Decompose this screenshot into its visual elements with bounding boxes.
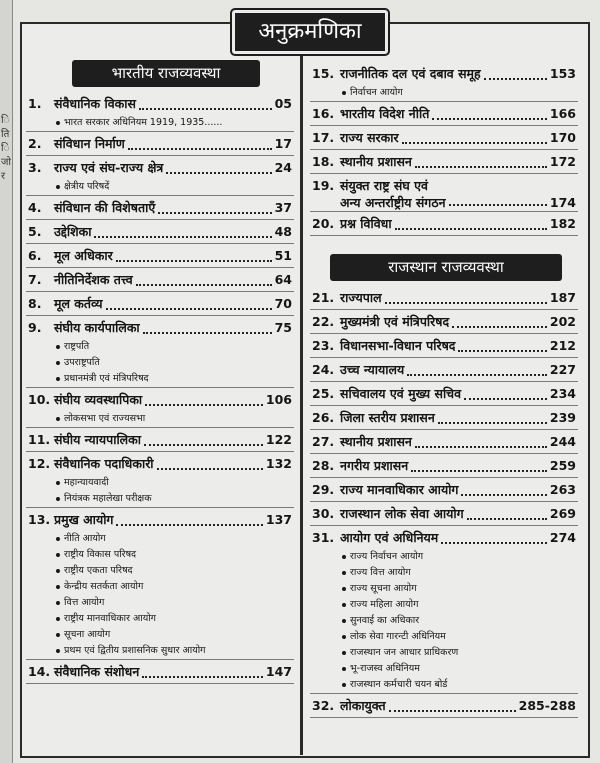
bullet-icon [56, 185, 60, 189]
sub-topic [56, 355, 100, 370]
entry-page-number: 64 [274, 272, 292, 287]
sub-topic-text: लोकसभा एवं राज्यसभा [64, 413, 146, 424]
row-separator [310, 173, 578, 174]
entry-page-number: 212 [549, 338, 576, 353]
entry-page-number: 48 [274, 224, 292, 239]
leader-dots [116, 524, 262, 526]
entry-number: 8. [28, 296, 42, 311]
index-entry [312, 432, 576, 452]
leader-dots [407, 374, 547, 376]
row-separator [310, 309, 578, 310]
entry-page-number: 269 [549, 506, 576, 521]
bullet-icon [56, 417, 60, 421]
entry-number: 12. [28, 456, 51, 471]
bullet-icon [56, 345, 60, 349]
leader-dots [395, 228, 547, 230]
bullet-icon [56, 481, 60, 485]
sub-topic [56, 595, 104, 610]
entry-title: नीतिनिर्देशक तत्त्व [54, 272, 133, 287]
sub-topic-text: भू-राजस्व अधिनियम [350, 663, 420, 674]
entry-page-number: 182 [549, 216, 576, 231]
leader-dots [464, 398, 547, 400]
bullet-icon [342, 571, 346, 575]
bullet-icon [342, 635, 346, 639]
sub-topic [342, 565, 411, 580]
sub-topic-text: निर्वाचन आयोग [350, 87, 403, 98]
entry-number: 1. [28, 96, 42, 111]
row-separator [26, 219, 294, 220]
sub-topic-text: वित्त आयोग [64, 597, 105, 608]
index-entry [28, 222, 292, 242]
row-separator [310, 333, 578, 334]
index-entry [312, 64, 576, 84]
entry-page-number: 137 [265, 512, 292, 527]
entry-title: संविधान की विशेषताएँ [54, 200, 156, 215]
bullet-icon [56, 633, 60, 637]
bullet-icon [56, 361, 60, 365]
sub-topic-text: सुनवाई का अधिकार [350, 615, 420, 626]
entry-number: 22. [312, 314, 335, 329]
index-entry [28, 430, 292, 450]
entry-page-number: 17 [274, 136, 292, 151]
leader-dots [467, 518, 547, 520]
entry-number: 28. [312, 458, 335, 473]
sub-topic [56, 627, 110, 642]
row-separator [26, 243, 294, 244]
sub-topic-text: राज्य महिला आयोग [350, 599, 419, 610]
entry-title: राज्य एवं संघ-राज्य क्षेत्र [54, 160, 164, 175]
bullet-icon [342, 667, 346, 671]
bullet-icon [56, 601, 60, 605]
entry-title-line2: अन्य अन्तर्राष्ट्रीय संगठन [340, 195, 446, 210]
sub-topic-text: राष्ट्रीय विकास परिषद [64, 549, 137, 560]
leader-dots [139, 108, 272, 110]
entry-title: प्रमुख आयोग [54, 512, 114, 527]
leader-dots [415, 166, 547, 168]
leader-dots [452, 326, 547, 328]
bullet-icon [56, 585, 60, 589]
entry-number: 23. [312, 338, 335, 353]
sub-topic [56, 547, 136, 562]
sub-topic [56, 475, 109, 490]
row-separator [26, 195, 294, 196]
bullet-icon [56, 553, 60, 557]
sub-topic-text: प्रधानमंत्री एवं मंत्रिपरिषद [64, 373, 149, 384]
leader-dots [136, 284, 272, 286]
index-entry [28, 94, 292, 114]
entry-page-number: 106 [265, 392, 292, 407]
index-entry [312, 456, 576, 476]
bullet-icon [342, 603, 346, 607]
entry-page-number: 51 [274, 248, 292, 263]
adjacent-page-edge [0, 0, 13, 763]
entry-page-number: 24 [274, 160, 292, 175]
entry-title: राज्य मानवाधिकार आयोग [340, 482, 459, 497]
index-entry [312, 176, 576, 210]
entry-number: 16. [312, 106, 335, 121]
sub-topic [56, 339, 89, 354]
sub-topic-text: नियंत्रक महालेखा परीक्षक [64, 493, 152, 504]
bullet-icon [56, 617, 60, 621]
entry-page-number: 263 [549, 482, 576, 497]
row-separator [310, 525, 578, 526]
sub-topic-text: प्रथम एवं द्वितीय प्रशासनिक सुधार आयोग [64, 645, 206, 656]
entry-number: 30. [312, 506, 335, 521]
entry-number: 10. [28, 392, 51, 407]
sub-topic-text: भारत सरकार अधिनियम 1919, 1935...... [64, 117, 223, 128]
entry-title: मूल अधिकार [54, 248, 113, 263]
entry-title: सचिवालय एवं मुख्य सचिव [340, 386, 462, 401]
sub-topic [56, 643, 206, 658]
leader-dots [385, 302, 547, 304]
sub-topic-text: महान्यायवादी [64, 477, 109, 488]
leader-dots [143, 332, 272, 334]
entry-page-number: 05 [274, 96, 292, 111]
entry-page-number: 227 [549, 362, 576, 377]
sub-topic [342, 661, 420, 676]
leader-dots [116, 260, 272, 262]
entry-number: 20. [312, 216, 335, 231]
sub-topic-text: उपराष्ट्रपति [64, 357, 100, 368]
entry-title: जिला स्तरीय प्रशासन [340, 410, 435, 425]
leader-dots [94, 236, 271, 238]
entry-title: राज्य सरकार [340, 130, 399, 145]
entry-title: विधानसभा-विधान परिषद [340, 338, 456, 353]
row-separator [310, 235, 578, 236]
leader-dots [411, 470, 547, 472]
row-separator [310, 101, 578, 102]
entry-page-number: 166 [549, 106, 576, 121]
row-separator [26, 683, 294, 684]
entry-page-number: 147 [265, 664, 292, 679]
column-divider [300, 55, 303, 755]
entry-title: लोकायुक्त [340, 698, 386, 713]
bullet-icon [342, 555, 346, 559]
sub-topic-text: राजस्थान जन आधार प्राधिकरण [350, 647, 459, 658]
sub-topic-text: राष्ट्रपति [64, 341, 90, 352]
edge-glyph: जो [1, 157, 12, 168]
sub-topic [342, 613, 419, 628]
entry-title: संघीय व्यवस्थापिका [54, 392, 143, 407]
entry-number: 6. [28, 248, 42, 263]
index-entry [28, 270, 292, 290]
row-separator [310, 693, 578, 694]
sub-topic [56, 411, 145, 426]
index-entry [312, 504, 576, 524]
row-separator [26, 315, 294, 316]
sub-topic [342, 597, 418, 612]
row-separator [310, 501, 578, 502]
entry-title: उद्देशिका [54, 224, 92, 239]
edge-glyph: ि [1, 115, 10, 126]
entry-title: राज्यपाल [340, 290, 382, 305]
sub-topic-text: नीति आयोग [64, 533, 106, 544]
entry-page-number: 274 [549, 530, 576, 545]
entry-number: 15. [312, 66, 335, 81]
entry-number: 14. [28, 664, 51, 679]
entry-number: 25. [312, 386, 335, 401]
entry-number: 3. [28, 160, 42, 175]
sub-topic [56, 563, 133, 578]
entry-page-number: 122 [265, 432, 292, 447]
entry-number: 11. [28, 432, 51, 447]
entry-number: 26. [312, 410, 335, 425]
leader-dots [484, 78, 547, 80]
row-separator [26, 291, 294, 292]
index-entry [312, 128, 576, 148]
leader-dots [144, 444, 263, 446]
entry-title: मुख्यमंत्री एवं मंत्रिपरिषद [340, 314, 450, 329]
index-entry [312, 336, 576, 356]
entry-page-number: 75 [274, 320, 292, 335]
entry-number: 31. [312, 530, 335, 545]
leader-dots [389, 710, 516, 712]
entry-number: 13. [28, 512, 51, 527]
index-entry [312, 104, 576, 124]
sub-topic-text: राष्ट्रीय मानवाधिकार आयोग [64, 613, 157, 624]
row-separator [26, 507, 294, 508]
leader-dots [461, 494, 546, 496]
entry-page-number: 239 [549, 410, 576, 425]
entry-title: मूल कर्तव्य [54, 296, 103, 311]
leader-dots [145, 404, 263, 406]
entry-page-number: 170 [549, 130, 576, 145]
edge-glyph: ि [1, 143, 10, 154]
bullet-icon [56, 497, 60, 501]
leader-dots [142, 676, 263, 678]
bullet-icon [56, 377, 60, 381]
entry-title: संवैधानिक विकास [54, 96, 136, 111]
entry-number: 24. [312, 362, 335, 377]
index-entry [28, 510, 292, 530]
bullet-icon [342, 683, 346, 687]
leader-dots [438, 422, 547, 424]
entry-page-number: 234 [549, 386, 576, 401]
index-entry [28, 134, 292, 154]
bullet-icon [56, 649, 60, 653]
index-entry [312, 152, 576, 172]
index-entry [28, 390, 292, 410]
leader-dots [157, 468, 263, 470]
bullet-icon [342, 619, 346, 623]
bullet-icon [56, 121, 60, 125]
sub-topic [342, 581, 417, 596]
row-separator [26, 427, 294, 428]
entry-number: 5. [28, 224, 42, 239]
page-title: अनुक्रमणिका [232, 10, 388, 54]
sub-topic [56, 611, 156, 626]
entry-title: संविधान निर्माण [54, 136, 125, 151]
entry-number: 27. [312, 434, 335, 449]
row-separator [310, 477, 578, 478]
leader-dots [449, 204, 547, 206]
entry-number: 2. [28, 136, 42, 151]
section-banner-bharatiya: भारतीय राजव्यवस्था [72, 60, 260, 87]
leader-dots [402, 142, 547, 144]
entry-number: 29. [312, 482, 335, 497]
leader-dots [158, 212, 271, 214]
sub-topic [56, 579, 143, 594]
sub-topic-text: लोक सेवा गारन्टी अधिनियम [350, 631, 446, 642]
entry-page-number: 37 [274, 200, 292, 215]
entry-title: उच्च न्यायालय [340, 362, 405, 377]
sub-topic [56, 531, 106, 546]
sub-topic [56, 179, 109, 194]
sub-topic-text: केन्द्रीय सतर्कता आयोग [64, 581, 144, 592]
sub-topic-text: राज्य वित्त आयोग [350, 567, 411, 578]
entry-page-number: 172 [549, 154, 576, 169]
entry-number: 19. [312, 178, 335, 193]
index-entry [28, 662, 292, 682]
edge-glyph: ति [1, 129, 10, 140]
leader-dots [106, 308, 272, 310]
entry-title: प्रश्न विविधा [340, 216, 392, 231]
sub-topic-text: राज्य सूचना आयोग [350, 583, 417, 594]
row-separator [26, 451, 294, 452]
sub-topic [342, 677, 447, 692]
bullet-icon [342, 91, 346, 95]
bullet-icon [56, 537, 60, 541]
entry-title: संवैधानिक संशोधन [54, 664, 140, 679]
sub-topic-text: राजस्थान कर्मचारी चयन बोर्ड [350, 679, 448, 690]
index-entry [312, 384, 576, 404]
row-separator [26, 155, 294, 156]
entry-title: संयुक्त राष्ट्र संघ एवं [340, 178, 428, 193]
sub-topic [342, 549, 423, 564]
entry-page-number: 187 [549, 290, 576, 305]
index-entry [28, 294, 292, 314]
sub-topic [342, 629, 446, 644]
section-banner-rajasthan: राजस्थान राजव्यवस्था [330, 254, 562, 281]
index-entry [28, 454, 292, 474]
entry-page-number: 202 [549, 314, 576, 329]
row-separator [26, 131, 294, 132]
sub-topic [56, 371, 149, 386]
entry-title: नगरीय प्रशासन [340, 458, 409, 473]
entry-title: स्थानीय प्रशासन [340, 154, 412, 169]
row-separator [310, 717, 578, 718]
entry-title: संघीय कार्यपालिका [54, 320, 140, 335]
entry-title: संघीय न्यायपालिका [54, 432, 141, 447]
leader-dots [128, 148, 272, 150]
entry-number: 32. [312, 698, 335, 713]
entry-number: 4. [28, 200, 42, 215]
index-entry [28, 246, 292, 266]
row-separator [310, 381, 578, 382]
index-entry [312, 360, 576, 380]
entry-title: आयोग एवं अधिनियम [340, 530, 439, 545]
entry-number: 9. [28, 320, 42, 335]
leader-dots [432, 118, 547, 120]
edge-glyph: र [1, 171, 6, 182]
row-separator [310, 149, 578, 150]
entry-page-number: 132 [265, 456, 292, 471]
entry-page-number: 259 [549, 458, 576, 473]
sub-topic-text: राज्य निर्वाचन आयोग [350, 551, 424, 562]
entry-title: संवैधानिक पदाधिकारी [54, 456, 154, 471]
leader-dots [415, 446, 547, 448]
index-entry [312, 312, 576, 332]
index-entry [28, 158, 292, 178]
bullet-icon [342, 651, 346, 655]
leader-dots [166, 172, 271, 174]
entry-title: राजस्थान लोक सेवा आयोग [340, 506, 464, 521]
index-entry [28, 318, 292, 338]
entry-page-number: 153 [549, 66, 576, 81]
index-entry [312, 214, 576, 234]
entry-page-number: 285-288 [518, 698, 576, 713]
index-entry [312, 288, 576, 308]
row-separator [310, 125, 578, 126]
row-separator [26, 387, 294, 388]
leader-dots [441, 542, 547, 544]
entry-number: 7. [28, 272, 42, 287]
sub-topic [342, 645, 458, 660]
sub-topic [56, 115, 222, 130]
entry-number: 18. [312, 154, 335, 169]
sub-topic-text: राष्ट्रीय एकता परिषद [64, 565, 133, 576]
entry-number: 17. [312, 130, 335, 145]
bullet-icon [342, 587, 346, 591]
index-entry [28, 198, 292, 218]
row-separator [26, 267, 294, 268]
bullet-icon [56, 569, 60, 573]
sub-topic-text: सूचना आयोग [64, 629, 111, 640]
entry-number: 21. [312, 290, 335, 305]
entry-title: भारतीय विदेश नीति [340, 106, 430, 121]
entry-page-number: 244 [549, 434, 576, 449]
row-separator [310, 211, 578, 212]
index-entry [312, 528, 576, 548]
sub-topic [342, 85, 403, 100]
index-entry [312, 480, 576, 500]
row-separator [310, 453, 578, 454]
row-separator [26, 659, 294, 660]
index-entry [312, 408, 576, 428]
entry-page-number: 70 [274, 296, 292, 311]
entry-title: राजनीतिक दल एवं दबाव समूह [340, 66, 481, 81]
row-separator [310, 405, 578, 406]
entry-page-number: 174 [549, 195, 576, 210]
index-entry [312, 696, 576, 716]
sub-topic [56, 491, 152, 506]
entry-title: स्थानीय प्रशासन [340, 434, 412, 449]
leader-dots [458, 350, 546, 352]
sub-topic-text: क्षेत्रीय परिषदें [64, 181, 110, 192]
row-separator [310, 357, 578, 358]
row-separator [310, 429, 578, 430]
